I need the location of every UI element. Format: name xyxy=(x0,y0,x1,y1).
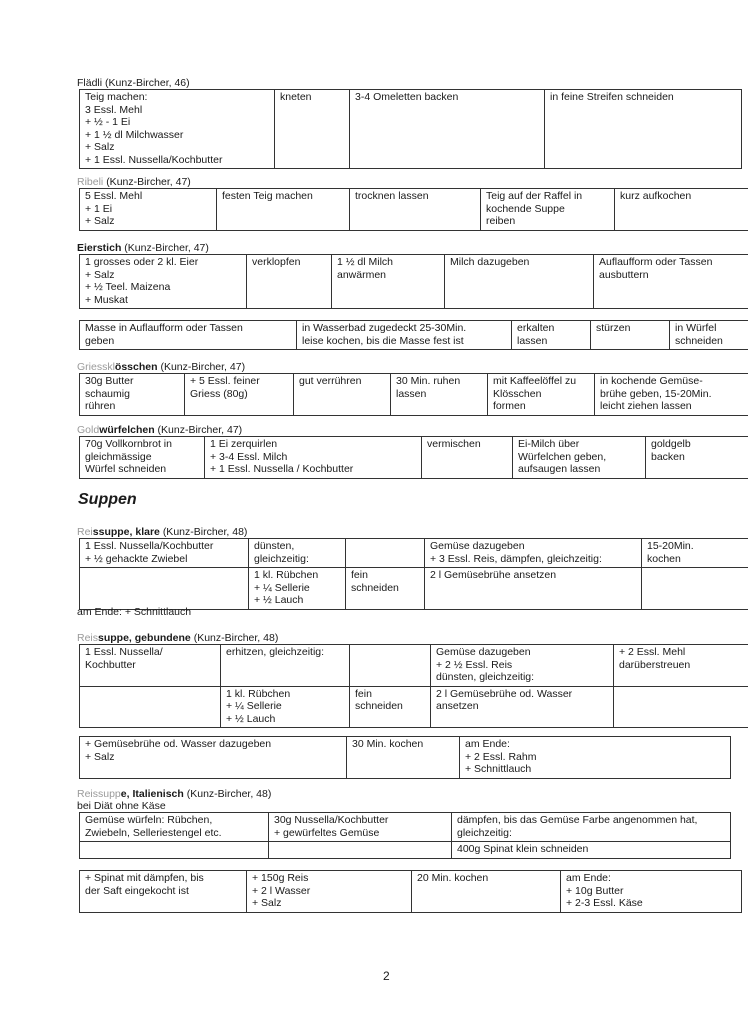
recipe-subnote-italienisch: bei Diät ohne Käse xyxy=(77,800,166,812)
recipe-name-light: Rei xyxy=(77,526,93,538)
recipe-table-italienisch-2 xyxy=(79,870,742,913)
cell-line: + Salz xyxy=(85,750,115,763)
cell-line: gleichzeitig: xyxy=(254,552,309,565)
table-cell xyxy=(80,437,205,479)
cell-line: + gewürfeltes Gemüse xyxy=(274,826,380,839)
table-cell xyxy=(350,90,545,169)
table-cell xyxy=(247,871,412,913)
table-cell xyxy=(452,842,731,859)
table-cell xyxy=(221,686,350,728)
recipe-title-italienisch xyxy=(77,788,271,801)
table-cell xyxy=(431,645,614,687)
cell-line: kurz aufkochen xyxy=(620,190,692,202)
table-cell xyxy=(80,255,247,309)
cell-line: 1 kl. Rübchen xyxy=(226,687,291,700)
cell-line: leicht ziehen lassen xyxy=(600,400,692,412)
table-cell xyxy=(221,645,350,687)
cell-line: brühe geben, 15-20Min. xyxy=(600,387,712,400)
recipe-title-gebundene xyxy=(77,632,278,645)
cell-line: 1 Essl. Nussella/Kochbutter xyxy=(85,540,214,552)
recipe-title-eierstich xyxy=(77,242,209,255)
recipe-name-bold: e, Italienisch xyxy=(120,788,184,800)
cell-line: + ½ - 1 Ei xyxy=(85,116,131,128)
cell-line: Auflaufform oder Tassen xyxy=(599,256,713,268)
cell-line: + 1 ½ dl Milchwasser xyxy=(85,128,184,141)
cell-line: goldgelb xyxy=(651,438,691,450)
recipe-name-bold: suppe, gebundene xyxy=(98,632,191,644)
cell-line: 70g Vollkornbrot in xyxy=(85,438,172,450)
section-heading: Suppen xyxy=(78,491,137,508)
cell-line: mit Kaffeelöffel zu xyxy=(493,375,577,387)
cell-line: 30g Nussella/Kochbutter xyxy=(274,814,389,826)
cell-line: trocknen lassen xyxy=(355,190,429,202)
recipe-table-klare xyxy=(79,538,748,610)
cell-line: schaumig xyxy=(85,387,130,400)
cell-line: + ½ gehackte Zwiebel xyxy=(85,552,188,565)
cell-line: kochen xyxy=(647,552,681,565)
cell-line: backen xyxy=(651,450,685,463)
table-cell xyxy=(80,737,347,779)
table-cell xyxy=(595,374,748,416)
table-cell xyxy=(512,321,591,350)
cell-line: + Muskat xyxy=(85,293,128,306)
cell-line: gleichmässige xyxy=(85,450,152,463)
cell-line: + 2-3 Essl. Käse xyxy=(566,897,643,909)
table-row xyxy=(80,321,748,350)
cell-line: dämpfen, bis das Gemüse Farbe angenommen hat, xyxy=(457,814,698,826)
cell-line: Teig machen: xyxy=(85,91,148,103)
table-cell xyxy=(346,539,425,568)
recipe-table-eierstich xyxy=(79,254,748,309)
cell-line: + 150g Reis xyxy=(252,872,309,884)
cell-line: am Ende: xyxy=(566,872,611,884)
table-cell xyxy=(445,255,594,309)
cell-line: + 5 Essl. feiner xyxy=(190,375,260,387)
cell-line: + Salz xyxy=(252,897,282,909)
table-cell xyxy=(80,645,221,687)
cell-line: 1 Essl. Nussella/ xyxy=(85,646,163,658)
table-cell xyxy=(80,686,221,728)
table-row xyxy=(80,437,748,479)
cell-line: fein xyxy=(351,569,368,581)
cell-line: dünsten, xyxy=(254,540,295,552)
cell-line: Teig auf der Raffel in xyxy=(486,190,583,202)
cell-line: vermischen xyxy=(427,438,481,450)
table-cell xyxy=(217,189,350,231)
table-cell xyxy=(642,539,748,568)
table-cell xyxy=(80,871,247,913)
table-cell xyxy=(269,813,452,842)
recipe-table-gold xyxy=(79,436,748,479)
cell-line: darüberstreuen xyxy=(619,658,691,671)
cell-line: kneten xyxy=(280,91,312,103)
cell-line: schneiden xyxy=(351,581,399,594)
cell-line: Ei-Milch über xyxy=(518,438,580,450)
cell-line: Gemüse würfeln: Rübchen, xyxy=(85,814,213,826)
cell-line: + Salz xyxy=(85,141,115,153)
cell-line: Milch dazugeben xyxy=(450,256,530,268)
cell-line: 2 l Gemüsebrühe od. Wasser xyxy=(436,687,573,700)
cell-line: + 1 Ei xyxy=(85,202,113,215)
table-row xyxy=(80,871,742,913)
cell-line: 1 ½ dl Milch xyxy=(337,256,394,268)
cell-line: 15-20Min. xyxy=(647,540,694,552)
table-cell xyxy=(347,737,460,779)
recipe-table-eierstich-2 xyxy=(79,320,748,350)
table-row xyxy=(80,90,742,169)
cell-line: 3 Essl. Mehl xyxy=(85,103,143,116)
table-row xyxy=(80,374,748,416)
cell-line: + 2 ½ Essl. Reis xyxy=(436,658,513,671)
table-row xyxy=(80,189,748,231)
cell-line: + 2 Essl. Rahm xyxy=(465,750,537,763)
recipe-name-light: Reissupp xyxy=(77,788,121,800)
cell-line: Zwiebeln, Selleriestengel etc. xyxy=(85,826,222,839)
table-cell xyxy=(594,255,748,309)
table-cell xyxy=(488,374,595,416)
table-cell xyxy=(422,437,513,479)
table-cell xyxy=(249,568,346,610)
table-cell xyxy=(80,189,217,231)
table-cell xyxy=(614,686,748,728)
recipe-table-ribeli xyxy=(79,188,748,231)
cell-line: Kochbutter xyxy=(85,658,136,671)
recipe-name-light: Reis xyxy=(77,632,99,644)
cell-line: erkalten xyxy=(517,322,555,334)
recipe-source: (Kunz-Bircher, 47) xyxy=(160,361,246,373)
recipe-title-flaedli xyxy=(77,77,190,90)
recipe-name: Flädli xyxy=(77,77,103,89)
table-cell xyxy=(247,255,332,309)
recipe-title-klare xyxy=(77,526,247,539)
cell-line: geben xyxy=(85,334,115,347)
cell-line: 400g Spinat klein schneiden xyxy=(457,843,589,855)
cell-line: in feine Streifen schneiden xyxy=(550,91,674,103)
cell-line: + 1 Essl. Nussella/Kochbutter xyxy=(85,153,223,166)
cell-line: Klösschen xyxy=(493,387,542,400)
cell-line: aufsaugen lassen xyxy=(518,463,601,475)
table-cell xyxy=(346,568,425,610)
page-number: 2 xyxy=(383,969,390,983)
table-row xyxy=(80,737,731,779)
cell-line: formen xyxy=(493,400,526,412)
recipe-table-italienisch xyxy=(79,812,731,859)
cell-line: + 3-4 Essl. Milch xyxy=(210,450,288,463)
recipe-name-bold: würfelchen xyxy=(99,424,155,436)
cell-line: Masse in Auflaufform oder Tassen xyxy=(85,322,243,334)
table-cell xyxy=(249,539,346,568)
cell-line: stürzen xyxy=(596,322,631,334)
table-cell xyxy=(460,737,731,779)
cell-line: + ½ Lauch xyxy=(254,594,304,606)
cell-line: 30 Min. ruhen xyxy=(396,375,461,387)
recipe-source: (Kunz-Bircher, 48) xyxy=(162,526,248,538)
recipe-source: (Kunz-Bircher, 46) xyxy=(105,77,190,89)
table-cell xyxy=(185,374,294,416)
table-cell xyxy=(425,539,642,568)
recipe-title-griess xyxy=(77,361,245,374)
cell-line: + 2 Essl. Mehl xyxy=(619,646,686,658)
cell-line: schneiden xyxy=(355,700,403,712)
recipe-name: Eierstich xyxy=(77,242,122,254)
table-cell xyxy=(80,321,297,350)
table-cell xyxy=(646,437,748,479)
table-row xyxy=(80,842,731,859)
cell-line: 1 Ei zerquirlen xyxy=(210,438,278,450)
recipe-name: Ribeli xyxy=(77,176,104,188)
cell-line: festen Teig machen xyxy=(222,190,313,202)
cell-line: + 1 Essl. Nussella / Kochbutter xyxy=(210,463,354,475)
table-cell xyxy=(80,90,275,169)
cell-line: fein xyxy=(355,687,372,700)
table-cell xyxy=(80,374,185,416)
cell-line: Würfel schneiden xyxy=(85,463,167,475)
cell-line: dünsten, gleichzeitig: xyxy=(436,671,535,683)
cell-line: + ½ Lauch xyxy=(226,712,276,725)
table-row xyxy=(80,568,748,610)
cell-line: gleichzeitig: xyxy=(457,826,512,839)
cell-line: Gemüse dazugeben xyxy=(436,646,531,658)
cell-line: 1 kl. Rübchen xyxy=(254,569,319,581)
cell-line: anwärmen xyxy=(337,268,387,281)
table-cell xyxy=(350,189,481,231)
table-cell xyxy=(332,255,445,309)
cell-line: 3-4 Omeletten backen xyxy=(355,91,459,103)
recipe-table-flaedli xyxy=(79,89,742,169)
table-cell xyxy=(412,871,561,913)
table-cell xyxy=(452,813,731,842)
cell-line: gut verrühren xyxy=(299,375,362,387)
table-cell xyxy=(545,90,742,169)
recipe-table-gebundene xyxy=(79,644,748,728)
table-row xyxy=(80,539,748,568)
recipe-source: (Kunz-Bircher, 48) xyxy=(193,632,279,644)
cell-line: 30 Min. kochen xyxy=(352,738,424,750)
cell-line: kochende Suppe xyxy=(486,202,565,215)
recipe-name-light: Gold xyxy=(77,424,100,436)
recipe-name-bold: ssuppe, klare xyxy=(92,526,160,538)
recipe-source: (Kunz-Bircher, 47) xyxy=(106,176,191,188)
table-cell xyxy=(670,321,748,350)
recipe-note-klare: am Ende: + Schnittlauch xyxy=(77,606,192,618)
recipe-name-light: Griesskl xyxy=(77,361,115,373)
table-cell xyxy=(513,437,646,479)
table-cell xyxy=(642,568,748,610)
table-cell xyxy=(80,813,269,842)
cell-line: + Schnittlauch xyxy=(465,763,532,775)
cell-line: Gemüse dazugeben xyxy=(430,540,525,552)
cell-line: Würfelchen geben, xyxy=(518,450,607,463)
cell-line: 5 Essl. Mehl xyxy=(85,190,143,202)
cell-line: am Ende: xyxy=(465,738,510,750)
cell-line: ansetzen xyxy=(436,700,479,712)
cell-line: 1 grosses oder 2 kl. Eier xyxy=(85,256,199,268)
table-cell xyxy=(275,90,350,169)
table-cell xyxy=(425,568,642,610)
cell-line: + Gemüsebrühe od. Wasser dazugeben xyxy=(85,738,272,750)
cell-line: + Salz xyxy=(85,215,115,227)
table-cell xyxy=(561,871,742,913)
table-cell xyxy=(481,189,615,231)
table-cell xyxy=(80,842,269,859)
cell-line: + ¼ Sellerie xyxy=(226,700,282,712)
table-cell xyxy=(350,645,431,687)
recipe-source: (Kunz-Bircher, 48) xyxy=(186,788,272,800)
recipe-source: (Kunz-Bircher, 47) xyxy=(157,424,243,436)
table-cell xyxy=(615,189,748,231)
table-row xyxy=(80,813,731,842)
cell-line: + 2 l Wasser xyxy=(252,884,311,897)
cell-line: + 10g Butter xyxy=(566,884,624,897)
cell-line: der Saft eingekocht ist xyxy=(85,884,189,897)
recipe-table-gebundene-2 xyxy=(79,736,731,779)
table-cell xyxy=(431,686,614,728)
cell-line: schneiden xyxy=(675,334,723,347)
table-cell xyxy=(297,321,512,350)
cell-line: verklopfen xyxy=(252,256,301,268)
recipe-title-ribeli xyxy=(77,176,191,189)
cell-line: erhitzen, gleichzeitig: xyxy=(226,646,325,658)
recipe-table-griess xyxy=(79,373,748,416)
cell-line: in Wasserbad zugedeckt 25-30Min. xyxy=(302,322,467,334)
table-row xyxy=(80,645,748,687)
cell-line: + ¼ Sellerie xyxy=(254,581,310,594)
cell-line: ausbuttern xyxy=(599,268,649,281)
table-cell xyxy=(80,539,249,568)
cell-line: 20 Min. kochen xyxy=(417,872,489,884)
recipe-name-bold: össchen xyxy=(114,361,158,373)
cell-line: + Salz xyxy=(85,268,115,281)
recipe-title-gold xyxy=(77,424,242,437)
cell-line: rühren xyxy=(85,400,116,412)
cell-line: + 3 Essl. Reis, dämpfen, gleichzeitig: xyxy=(430,552,602,565)
table-cell xyxy=(614,645,748,687)
recipe-source: (Kunz-Bircher, 47) xyxy=(124,242,209,254)
table-cell xyxy=(294,374,391,416)
table-cell xyxy=(591,321,670,350)
table-cell xyxy=(205,437,422,479)
table-cell xyxy=(350,686,431,728)
table-row xyxy=(80,686,748,728)
table-cell xyxy=(269,842,452,859)
cell-line: lassen xyxy=(396,387,427,400)
cell-line: 2 l Gemüsebrühe ansetzen xyxy=(430,569,557,581)
cell-line: lassen xyxy=(517,334,548,347)
cell-line: Griess (80g) xyxy=(190,387,248,400)
cell-line: + Spinat mit dämpfen, bis xyxy=(85,872,204,884)
cell-line: reiben xyxy=(486,215,516,227)
cell-line: 30g Butter xyxy=(85,375,134,387)
cell-line: in kochende Gemüse- xyxy=(600,375,703,387)
table-cell xyxy=(391,374,488,416)
cell-line: leise kochen, bis die Masse fest ist xyxy=(302,334,464,347)
cell-line: in Würfel xyxy=(675,322,717,334)
table-cell xyxy=(80,568,249,610)
table-row xyxy=(80,255,748,309)
cell-line: + ½ Teel. Maizena xyxy=(85,281,171,293)
